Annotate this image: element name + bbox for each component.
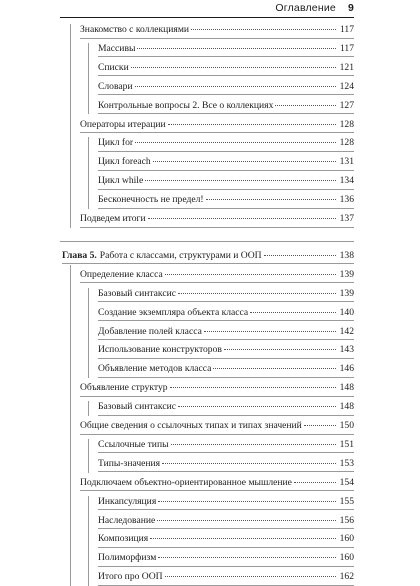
toc-entry[interactable] (98, 533, 354, 547)
toc-entry[interactable] (98, 194, 354, 208)
toc-entry[interactable] (98, 156, 354, 170)
toc-page-number: 137 (339, 213, 354, 224)
header-section-title: Оглавление (275, 2, 336, 14)
toc-entry[interactable] (80, 269, 354, 283)
toc-entry-title: Знакомство с коллекциями (80, 24, 190, 35)
dot-leader (206, 199, 336, 200)
toc-page-number: 142 (339, 325, 354, 337)
toc-page-number: 124 (339, 80, 354, 92)
toc-entry-title: Списки (98, 61, 129, 73)
toc-page-number: 148 (339, 382, 354, 394)
toc-entry[interactable] (98, 175, 354, 189)
toc-indent-line (70, 265, 71, 586)
toc-rule (98, 471, 354, 472)
dot-leader (165, 576, 336, 577)
toc-rule (98, 113, 354, 114)
toc-entry-title: Общие сведения о ссылочных типах и типах значений (80, 420, 302, 431)
toc-page-number: 151 (339, 438, 354, 450)
toc-entry[interactable] (98, 496, 354, 510)
toc-entry-title: Типы-значения (98, 457, 161, 469)
toc-entry-title: Контрольные вопросы 2. Все о коллекциях (98, 99, 274, 111)
toc-rule (80, 38, 354, 39)
dot-leader (158, 557, 336, 558)
toc-entry[interactable] (80, 213, 354, 227)
toc-entry-title: Операторы итерации (80, 118, 166, 130)
toc-page-number: 155 (339, 495, 354, 507)
toc-indent-line (88, 401, 89, 416)
toc-entry[interactable] (98, 552, 354, 566)
toc-entry[interactable] (98, 458, 354, 472)
toc-entry-title: Подведем итоги (80, 213, 146, 224)
toc-page-number: 136 (339, 194, 354, 206)
toc-rule (80, 434, 354, 435)
toc-entry-title: Массивы (98, 42, 136, 54)
toc-entry[interactable] (80, 24, 354, 38)
toc-entry[interactable] (98, 571, 354, 585)
toc-entry-title: Цикл for (98, 137, 134, 149)
toc-page-number: 140 (339, 306, 354, 318)
toc-indent-line (88, 137, 89, 209)
toc-entry[interactable] (80, 119, 354, 133)
toc-page-number: 127 (339, 99, 354, 111)
toc-rule (98, 547, 354, 548)
dot-leader (158, 501, 336, 502)
dot-leader (165, 274, 336, 275)
toc-entry-title: Использование конструкторов (98, 344, 222, 356)
toc-page-number: 160 (339, 552, 354, 564)
toc-rule (98, 320, 354, 321)
toc-page-number: 138 (339, 249, 354, 261)
toc-entry[interactable] (98, 439, 354, 453)
toc-page-number: 128 (339, 137, 354, 149)
toc-entry[interactable] (80, 420, 354, 434)
header-rule (60, 17, 354, 18)
toc-rule (80, 227, 354, 228)
toc-rule (98, 509, 354, 510)
toc-page-number: 150 (339, 420, 354, 431)
toc-rule (80, 282, 354, 283)
toc-page-number: 143 (339, 344, 354, 356)
toc-entry-title: Полиморфизм (98, 552, 157, 564)
toc-entry[interactable] (98, 62, 354, 76)
toc-entry-title: Бесконечность не предел! (98, 194, 204, 206)
toc-entry[interactable] (80, 477, 354, 491)
dot-leader (135, 142, 336, 143)
dot-leader (264, 255, 336, 256)
toc-page-number: 131 (339, 156, 354, 168)
toc-indent-line (88, 496, 89, 586)
toc-entry[interactable] (98, 137, 354, 151)
toc-rule (98, 301, 354, 302)
toc-indent-line (88, 439, 89, 473)
dot-leader (294, 482, 336, 483)
dot-leader (275, 105, 336, 106)
dot-leader (304, 425, 336, 426)
toc-entry-title: Базовый синтаксис (98, 401, 176, 413)
toc-entry[interactable] (62, 250, 354, 264)
toc-entry[interactable] (98, 43, 354, 57)
dot-leader (250, 312, 336, 313)
dot-leader (178, 293, 336, 294)
header-page-number: 9 (347, 2, 354, 14)
dot-leader (153, 161, 336, 162)
dot-leader (168, 124, 336, 125)
toc-rule (98, 75, 354, 76)
toc-page-number: 128 (339, 118, 354, 130)
dot-leader (137, 48, 336, 49)
toc-rule (98, 377, 354, 378)
toc-entry-title: Композиция (98, 533, 149, 545)
toc-entry-title: Наследование (98, 514, 156, 526)
dot-leader (204, 331, 336, 332)
dot-leader (150, 538, 336, 539)
dot-leader (131, 67, 336, 68)
toc-rule (98, 566, 354, 567)
toc-entry[interactable] (98, 288, 354, 302)
toc-entry-title: Создание экземпляра объекта класса (98, 306, 249, 318)
toc-page-number: 156 (339, 514, 354, 526)
toc-rule (98, 151, 354, 152)
toc-page-number: 154 (339, 476, 354, 488)
toc-page-number: 117 (339, 42, 354, 54)
dot-leader (148, 218, 336, 219)
toc-rule (98, 189, 354, 190)
dot-leader (170, 387, 336, 388)
toc-rule (80, 396, 354, 397)
toc-entry-title: Работа с классами, структурами и ООП (99, 249, 262, 261)
toc-entry-title: Объявление структур (80, 382, 168, 394)
toc-page-number: 146 (339, 363, 354, 375)
dot-leader (224, 349, 336, 350)
dot-leader (191, 29, 336, 30)
toc-entry-title: Цикл while (98, 175, 144, 187)
toc-page-number: 117 (339, 24, 354, 35)
dot-leader (213, 368, 336, 369)
toc-entry[interactable] (98, 326, 354, 340)
toc-indent-line (70, 24, 71, 228)
toc-entry[interactable] (98, 401, 354, 415)
dot-leader (145, 180, 336, 181)
toc-page-number: 121 (339, 61, 354, 73)
toc-entry-title: Объявление методов класса (98, 363, 212, 375)
toc-entry[interactable] (98, 344, 354, 358)
toc-indent-line (88, 43, 89, 115)
dot-leader (178, 406, 336, 407)
toc-entry-title: Словари (98, 80, 133, 92)
toc-page-number: 160 (339, 533, 354, 545)
chapter-separator (60, 241, 354, 242)
toc-page-number: 139 (339, 287, 354, 299)
dot-leader (135, 86, 336, 87)
chapter-label: Глава 5. (62, 249, 97, 261)
toc-page-number: 162 (339, 571, 354, 583)
toc-rule (98, 339, 354, 340)
toc-rule (62, 263, 354, 264)
toc-entry[interactable] (98, 81, 354, 95)
toc-rule (80, 132, 354, 133)
toc-entry[interactable] (98, 363, 354, 377)
toc-page-number: 153 (339, 457, 354, 469)
toc-rule (98, 170, 354, 171)
toc-entry-title: Цикл foreach (98, 156, 151, 168)
toc-rule (98, 208, 354, 209)
toc-entry-title: Определение класса (80, 268, 163, 280)
toc-page-number: 139 (339, 268, 354, 280)
toc-rule (98, 94, 354, 95)
toc-entry-title: Базовый синтаксис (98, 287, 176, 299)
toc-entry[interactable] (98, 307, 354, 321)
toc-page-number: 148 (339, 401, 354, 413)
toc-entry-title: Подключаем объектно-ориентированное мышление (80, 476, 292, 488)
dot-leader (157, 520, 336, 521)
toc-page-number: 134 (339, 175, 354, 187)
dot-leader (171, 444, 336, 445)
toc-entry[interactable] (80, 382, 354, 396)
running-header (275, 2, 354, 14)
toc-rule (98, 452, 354, 453)
toc-indent-line (88, 288, 89, 379)
toc-entry[interactable] (98, 515, 354, 529)
dot-leader (162, 463, 336, 464)
toc-rule (98, 56, 354, 57)
toc-entry-title: Ссылочные типы (98, 438, 169, 450)
toc-rule (98, 358, 354, 359)
toc-rule (98, 415, 354, 416)
toc-rule (98, 528, 354, 529)
toc-entry[interactable] (98, 100, 354, 114)
toc-entry-title: Инкапсуляция (98, 495, 157, 507)
toc-entry-title: Итого про ООП (98, 571, 163, 583)
toc-entry-title: Добавление полей класса (98, 325, 202, 337)
toc-rule (80, 490, 354, 491)
